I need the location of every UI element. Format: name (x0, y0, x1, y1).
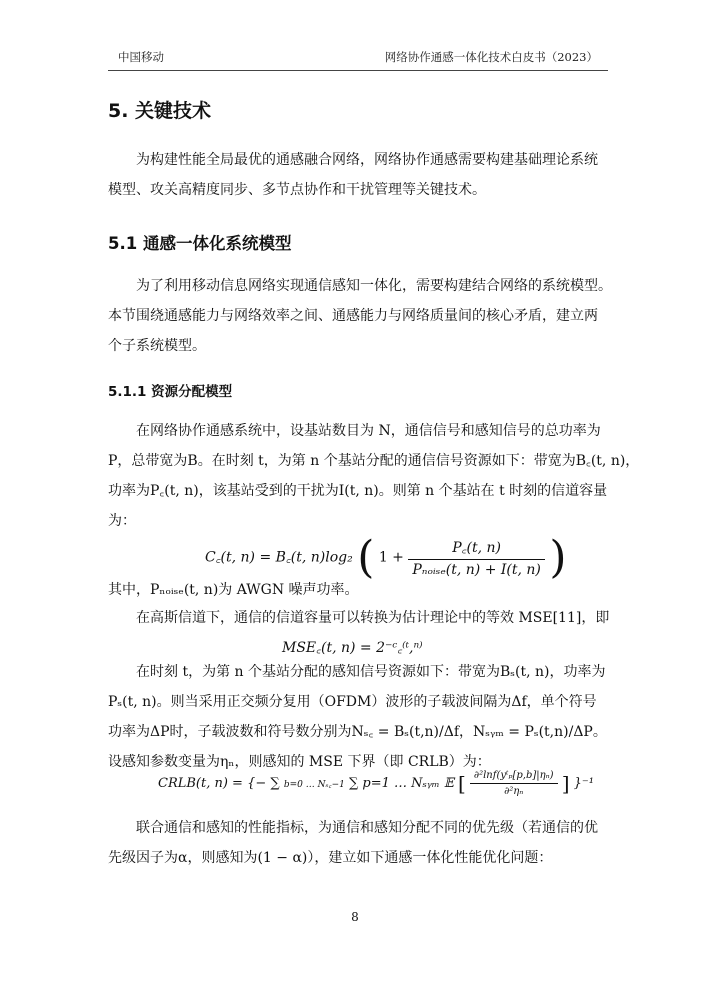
joint-paragraph (108, 813, 606, 873)
text-line: 在高斯信道下，通信的信道容量可以转换为估计理论中的等效 MSE[11]，即 (136, 610, 610, 626)
resource-paragraph (108, 416, 640, 536)
header-rule (108, 70, 608, 71)
text-line: 先级因子为α，则感知为(1 − α)），建立如下通感一体化性能优化问题： (108, 850, 553, 866)
text-line: 为： (108, 513, 136, 529)
gauss-paragraph (108, 603, 610, 633)
eq1-denominator: Pₙₒᵢₛₑ(t, n) + I(t, n) (412, 561, 541, 578)
eq3-numerator: ∂²lnf(yᵗₚ[p,b]|ηₙ) (470, 770, 558, 784)
eq1-fraction (408, 538, 545, 578)
eq3-lhs: CRLB(t, n) = {− ∑ (158, 776, 280, 791)
text-line: 功率为ΔP时，子载波数和符号数分别为Nₛ꜀ = Bₛ(t,n)/Δf，Nₛᵧₘ = Pₛ(t,n)/ΔP。 (108, 724, 607, 740)
page-header-left: 中国移动 (118, 50, 164, 64)
text-line: 联合通信和感知的性能指标，为通信和感知分配不同的优先级（若通信的优 (136, 820, 598, 836)
page-number: 8 (351, 910, 359, 924)
section-heading: 5. 关键技术 (108, 100, 212, 122)
text-line: 在网络协作通感系统中，设基站数目为 N，通信信号和感知信号的总功率为 (136, 423, 601, 439)
eq1-lhs: C꜀(t, n) = B꜀(t, n)log₂ (205, 549, 353, 566)
text-line: 设感知参数变量为ηₙ，则感知的 MSE 下界（即 CRLB）为： (108, 754, 491, 770)
text-line: 为了利用移动信息网络实现通信感知一体化，需要构建结合网络的系统模型。 (136, 278, 612, 294)
text-line: 为构建性能全局最优的通感融合网络，网络协作通感需要构建基础理论系统 (136, 152, 598, 168)
intro-paragraph (108, 145, 606, 205)
mse-equation: MSE꜀(t, n) = 2⁻ᶜ꜀⁽ᵗ,ⁿ⁾ (282, 640, 423, 656)
eq3-sum-p: ∑ p=1 … Nₛᵧₘ 𝔼 (349, 776, 454, 791)
eq1-one-plus: 1 + (378, 549, 404, 566)
noise-paragraph (108, 575, 606, 605)
eq3-sum-b: b=0 … Nₛ꜀−1 (283, 780, 345, 790)
sensing-paragraph (108, 657, 606, 777)
text-line: 其中，Pₙₒᵢₛₑ(t, n)为 AWGN 噪声功率。 (108, 582, 359, 598)
eq1-close-paren: ) (549, 532, 567, 583)
text-line: 模型、攻关高精度同步、多节点协作和干扰管理等关键技术。 (108, 182, 486, 198)
subsubsection-heading: 5.1.1 资源分配模型 (108, 384, 233, 400)
crlb-equation: CRLB(t, n) = {− ∑ b=0 … Nₛ꜀−1 ∑ p=1 … Nₛᵧₘ 𝔼 [ $\frac{\text{∂²lnf(yᵗₚ[p,b]|ηₙ)}}{\text{∂²ηₙ}}$ ] }⁻¹ (158, 770, 595, 797)
model-paragraph (108, 271, 612, 361)
eq1-open-paren: ( (357, 532, 375, 583)
text-line: 本节围绕通感能力与网络效率之间、通感能力与网络质量间的核心矛盾，建立两 (108, 308, 598, 324)
text-line: 个子系统模型。 (108, 338, 206, 354)
text-line: 功率为P꜀(t, n)，该基站受到的干扰为I(t, n)。则第 n 个基站在 t 时刻的信道容量 (108, 483, 608, 499)
eq1-numerator: P꜀(t, n) (408, 538, 545, 560)
text-line: 在时刻 t，为第 n 个基站分配的感知信号资源如下：带宽为Bₛ(t, n)，功率为 (136, 664, 606, 680)
eq3-rhs: }⁻¹ (573, 776, 595, 791)
page-header-right: 网络协作通感一体化技术白皮书（2023） (384, 50, 598, 64)
subsection-heading: 5.1 通感一体化系统模型 (108, 234, 292, 253)
eq3-denominator: ∂²ηₙ (504, 786, 524, 797)
eq3-fraction (470, 770, 558, 797)
text-line: P，总带宽为B。在时刻 t，为第 n 个基站分配的通信信号资源如下：带宽为B꜀(t, n)， (108, 453, 640, 469)
text-line: Pₛ(t, n)。则当采用正交频分复用（OFDM）波形的子载波间隔为Δf，单个符号 (108, 694, 597, 710)
